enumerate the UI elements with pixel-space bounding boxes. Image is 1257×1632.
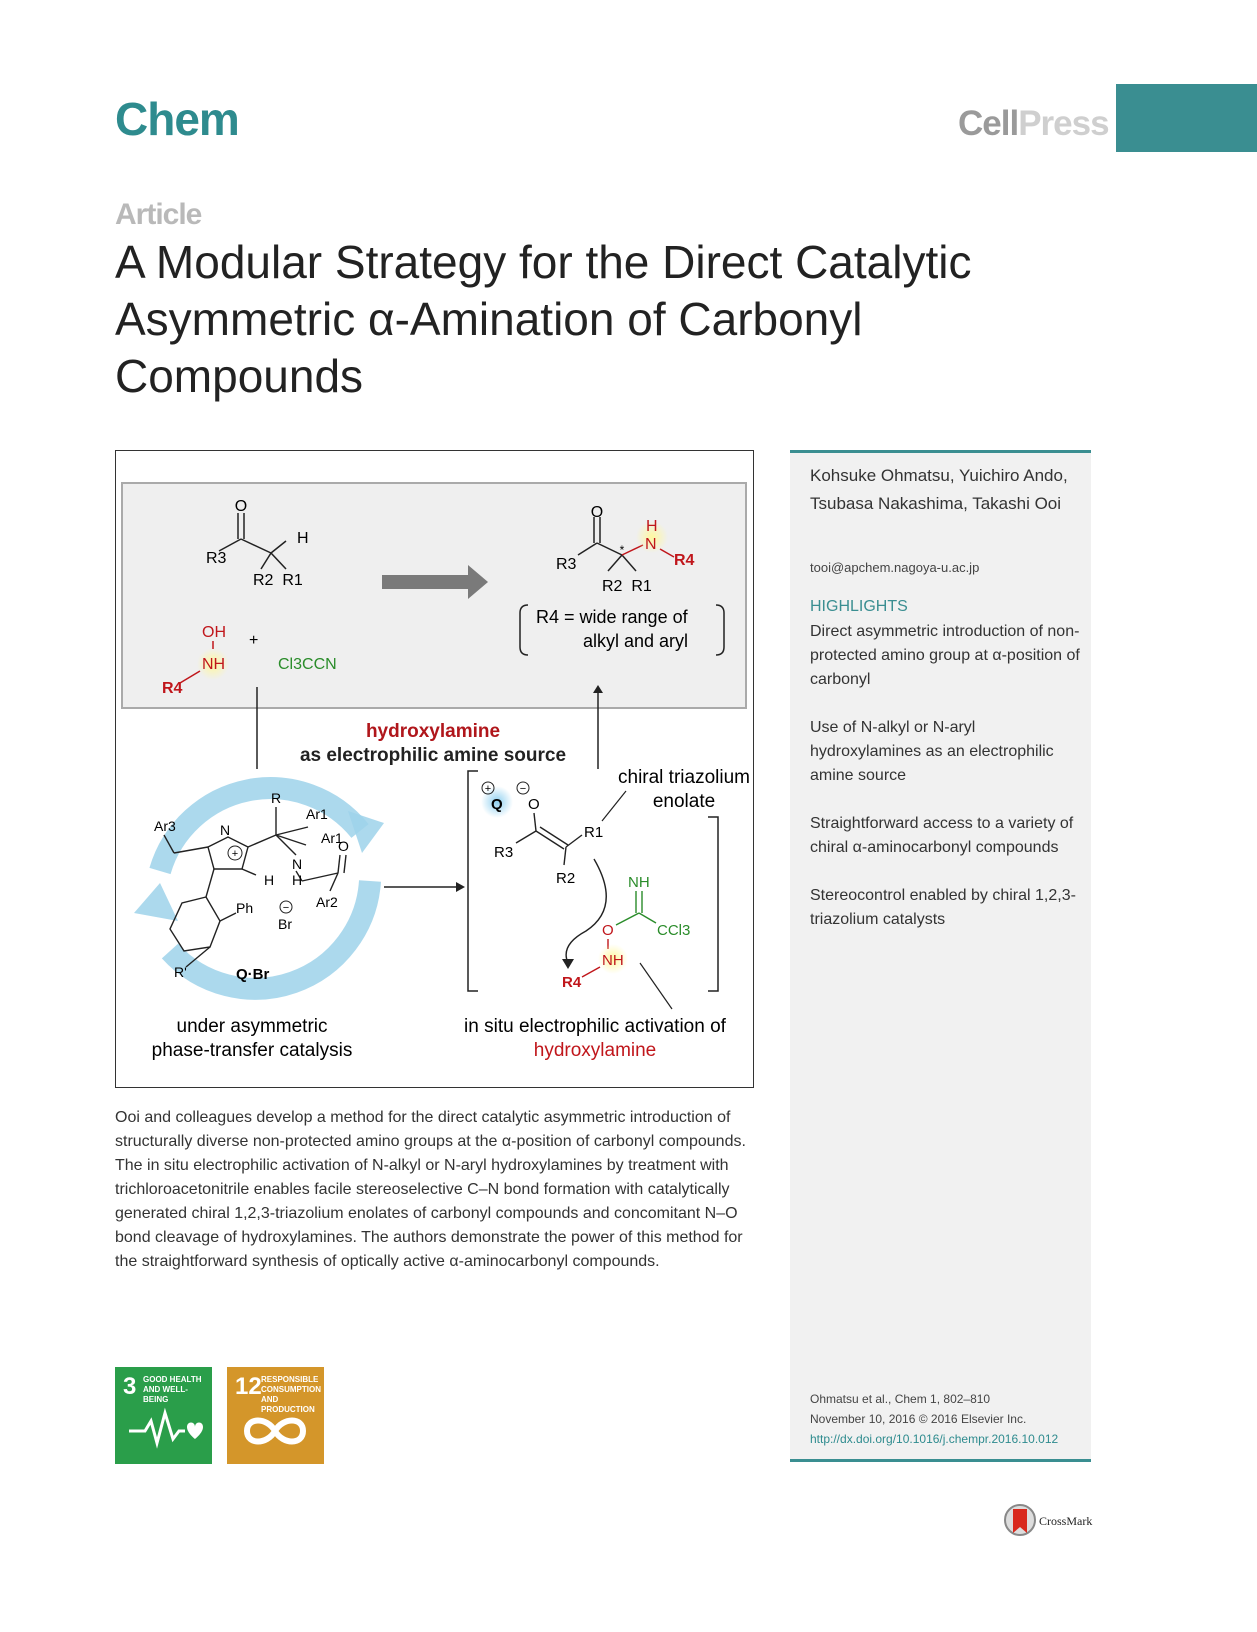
hydroxylamine-nh-label: NH [202,656,226,673]
catalyst-br-label: Br [278,916,292,932]
complex-bracket-left [468,771,478,991]
amide-n-label: N [292,856,303,872]
ccl3-label: CCl3 [657,922,691,939]
triazole-h-label: H [264,872,275,888]
publisher-logo-light: Press [1018,104,1109,143]
product-r3-label: R3 [556,556,577,573]
hydroxylamine-caption-red: hydroxylamine [365,721,501,742]
sdg-goal-3-badge [115,1367,212,1464]
catalyst-qbr-label: Q·Br [236,966,270,983]
product-n-label: N [645,536,657,553]
trichloroacetonitrile-label: Cl3CCN [278,656,337,673]
ptc-caption-line1: under asymmetric [176,1016,328,1037]
r4-range-line2: alkyl and aryl [583,631,689,651]
q-positive-charge: + [484,783,492,795]
catalyst-ar2-label: Ar2 [316,894,338,910]
catalyst-r-label: R [271,790,282,806]
electrophilic-source-caption: as electrophilic amine source [299,745,567,766]
sdg-goal-12-number: 12 [235,1373,262,1400]
q-label: Q [491,796,503,813]
imidate-structure [616,891,656,925]
ptc-caption-line2: phase-transfer catalysis [151,1040,353,1061]
amide-o-label: O [338,838,349,854]
enolate-r1-label: R1 [584,824,604,841]
hydroxylamine-oh-label: OH [202,624,226,641]
highlight-item: Direct asymmetric introduction of non-protected amino group at α-position of carbonyl [810,623,1080,688]
r4-range-line1: R4 = wide range of [536,607,688,627]
imidate-r4-label: R4 [562,974,582,991]
bromide-negative-charge: − [282,902,290,914]
insitu-caption-line2: hydroxylamine [533,1040,657,1061]
ketone-r2r1-label: R2 R1 [253,572,303,589]
hydroxylamine-r4-label: R4 [162,680,183,697]
sdg-goal-12-badge [227,1367,324,1464]
amide-h-label: H [292,872,303,888]
highlights-list [810,620,1082,956]
highlight-item: Use of N-alkyl or N-aryl hydroxylamines as an electrophilic amine source [810,719,1054,784]
enolate-r3-label: R3 [494,844,514,861]
ketone-o-label: O [234,498,248,515]
summary-paragraph: Ooi and colleagues develop a method for the direct catalytic asymmetric introduction of structurally diverse non-protected amino groups at the α-position of carbonyl compounds. The in situ electrophilic activation of N-alkyl or N-aryl hydroxylamines by treatment with trichloroacetonitrile enables facile stereoselective C–N bond formation with catalytically generated chiral 1,2,3-triazolium enolates of carbonyl compounds and concomitant N–O bond cleavage of hydroxylamines. The authors demonstrate the power of this method for the straightforward synthesis of optically active α-aminocarbonyl compounds. [115,1109,746,1270]
correspondence-email[interactable]: tooi@apchem.nagoya-u.ac.jp [810,560,980,575]
graphical-abstract-svg [116,451,753,1087]
crossmark-label[interactable]: CrossMark [1039,1514,1093,1528]
enolate-negative-charge: − [519,783,527,795]
imidate-nh2-label: NH [602,952,624,969]
catalyst-ph-label: Ph [236,900,254,916]
plus-sign: + [249,632,259,649]
product-h-label: H [646,518,658,535]
insitu-caption-line1: in situ electrophilic activation of [464,1016,726,1037]
complex-bracket-right [708,817,718,991]
imidate-o-label: O [602,922,614,939]
catalyst-ar1a-label: Ar1 [306,806,328,822]
enolate-o-label: O [528,796,540,813]
highlight-item: Stereocontrol enabled by chiral 1,2,3-triazolium catalysts [810,887,1076,928]
sdg-goal-3-number: 3 [123,1373,137,1400]
citation-date: November 10, 2016 © 2016 Elsevier Inc. [810,1412,1027,1426]
publisher-logo-bold: Cell [958,104,1019,143]
catalyst-rprime-label: R' [174,964,187,980]
heartbeat-icon [115,1367,212,1464]
sdg-goal-12-label: RESPONSIBLE CONSUMPTION AND PRODUCTION [261,1375,321,1414]
enolate-structure [516,813,582,865]
ketone-r3-label: R3 [206,550,227,567]
chiral-triazolium-caption: chiral triazolium [618,767,750,788]
highlight-item: Straightforward access to a variety of chiral α-aminocarbonyl compounds [810,815,1074,856]
graphical-abstract [115,450,754,1088]
ketone-h-label: H [297,530,309,547]
sdg-goal-3-label: GOOD HEALTH AND WELL-BEING [143,1375,202,1404]
product-o-label: O [590,504,604,521]
product-r2r1-label: R2 R1 [602,578,652,595]
article-title: A Modular Strategy for the Direct Catalytic Asymmetric α-Amination of Carbonyl Compounds [115,236,972,402]
product-r4-label: R4 [674,552,695,569]
journal-logo: Chem [115,93,239,145]
imidate-nh-label: NH [628,874,650,891]
catalyst-ar1b-label: Ar1 [321,830,343,846]
infinity-icon [227,1367,324,1464]
citation-journal: Ohmatsu et al., Chem 1, 802–810 [810,1392,991,1406]
catalyst-ar3-label: Ar3 [154,818,176,834]
article-type: Article [115,198,202,231]
crossmark-icon[interactable] [1003,1503,1037,1537]
teal-tab [1116,84,1257,152]
doi-link[interactable]: http://dx.doi.org/10.1016/j.chempr.2016.10.012 [810,1432,1059,1446]
stereocenter-asterisk: * [619,543,625,557]
highlights-heading: HIGHLIGHTS [810,598,908,615]
enolate-caption: enolate [652,791,716,812]
catalyst-positive-charge: + [231,848,239,860]
citation [810,1389,1058,1449]
publisher-logo [958,104,1109,144]
triazolium-n-label: N [220,822,231,838]
enolate-r2-label: R2 [556,870,576,887]
authors: Kohsuke Ohmatsu, Yuichiro Ando, Tsubasa Nakashima, Takashi Ooi [810,466,1068,513]
